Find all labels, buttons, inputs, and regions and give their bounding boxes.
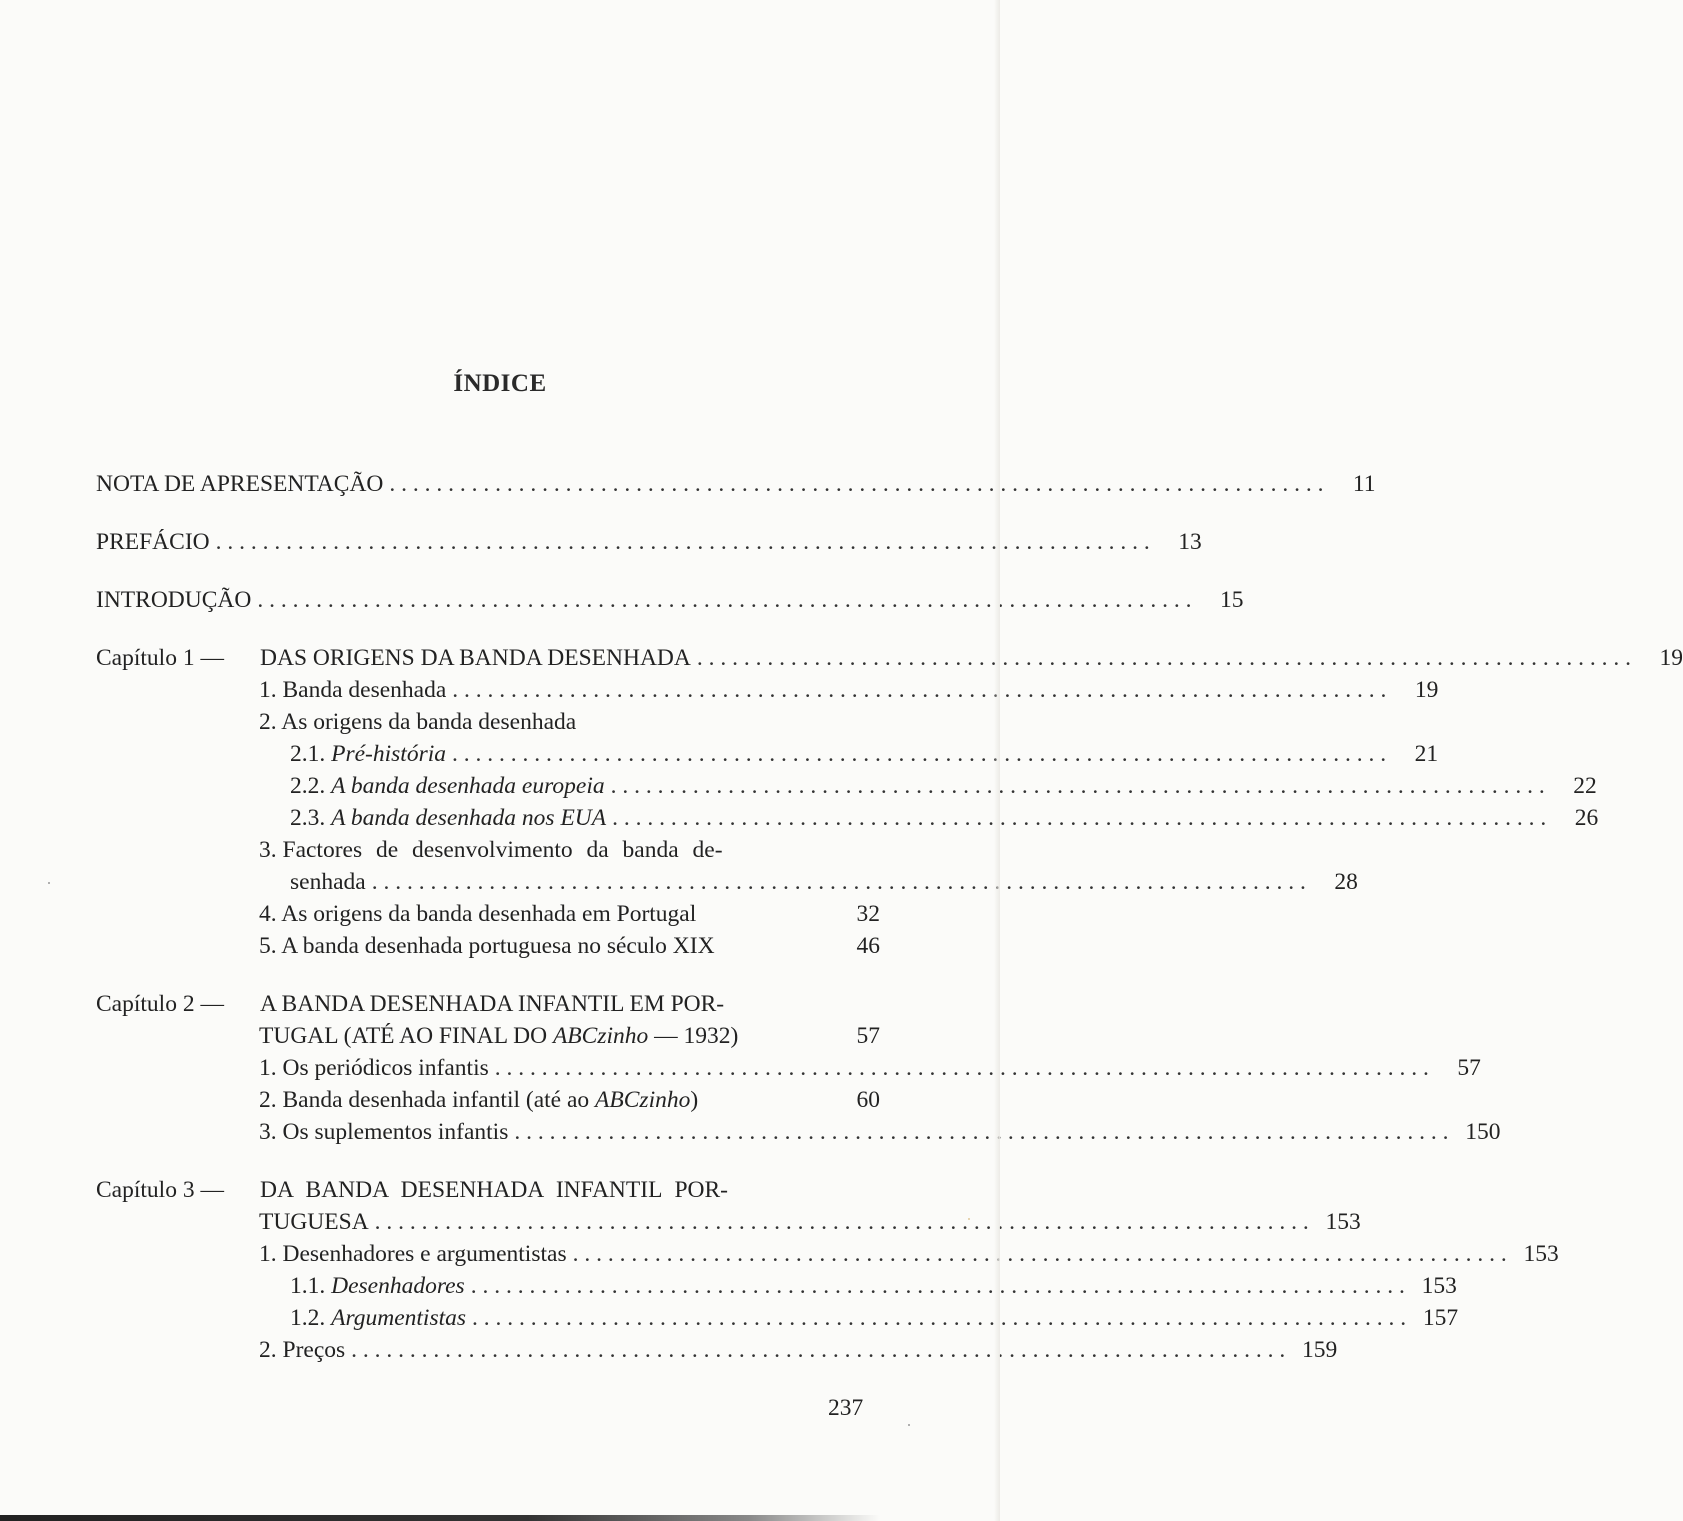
dot-leader — [375, 1206, 1309, 1238]
toc-page-number: 13 — [1178, 529, 1202, 555]
dot-leader — [611, 770, 1545, 802]
toc-page-number: 11 — [1352, 471, 1376, 497]
toc-label: As origens da banda desenhada em Portugal — [281, 901, 697, 927]
toc-chapter-3[interactable] — [96, 1174, 880, 1206]
toc-label: Factores de desenvolvimento da banda de- — [282, 837, 723, 863]
chapter-title: A BANDA DESENHADA INFANTIL EM POR- — [260, 991, 725, 1017]
paper-speck — [908, 1424, 910, 1426]
chapter-title: DA BANDA DESENHADA INFANTIL POR- — [260, 1177, 728, 1203]
paper-speck — [48, 882, 50, 884]
toc-label: Banda desenhada infantil (até ao — [282, 1087, 596, 1113]
toc-label-italic: ABCzinho — [595, 1087, 691, 1113]
dot-leader — [495, 1052, 1429, 1084]
entry-number: 1. — [259, 1241, 277, 1267]
toc-entry[interactable] — [96, 1238, 1559, 1270]
toc-page-number: 157 — [1422, 1305, 1459, 1331]
toc-label: Preços — [282, 1337, 346, 1363]
toc-label: Argumentistas — [331, 1305, 467, 1331]
toc-page-number: 57 — [856, 1023, 880, 1049]
toc-label: A banda desenhada europeia — [331, 773, 605, 799]
entry-number: 2. — [259, 1087, 277, 1113]
toc-label: As origens da banda desenhada — [281, 709, 577, 735]
chapter-prefix: Capítulo 3 — — [96, 1177, 224, 1203]
toc-chapter-3-continuation[interactable] — [96, 1206, 1361, 1238]
toc-page-number: 32 — [856, 901, 880, 927]
toc-page-number: 153 — [1325, 1209, 1361, 1235]
toc-page-number: 150 — [1465, 1119, 1501, 1145]
table-of-contents — [96, 468, 1683, 1366]
dot-leader — [216, 526, 1150, 558]
dot-leader — [573, 1238, 1507, 1270]
chapter-prefix: Capítulo 2 — — [96, 991, 224, 1017]
dot-leader — [514, 1116, 1448, 1148]
toc-entry[interactable] — [96, 802, 1599, 834]
toc-label: Os periódicos infantis — [282, 1055, 489, 1081]
toc-entry[interactable] — [96, 1270, 1457, 1302]
page-folio-number: 237 — [828, 1395, 864, 1421]
toc-entry[interactable] — [96, 1052, 1481, 1084]
entry-number: 2.3. — [290, 805, 326, 831]
toc-entry[interactable] — [96, 1334, 1338, 1366]
toc-page-number: 19 — [1414, 677, 1439, 703]
toc-label: A banda desenhada portuguesa no século XIX — [281, 933, 715, 959]
toc-entry[interactable] — [96, 1302, 1459, 1334]
entry-number: 1. — [259, 1055, 277, 1081]
toc-label: Pré-história — [331, 741, 447, 767]
toc-page-number: 15 — [1219, 587, 1244, 613]
entry-number: 2.2. — [290, 773, 326, 799]
toc-entry[interactable] — [96, 674, 1439, 706]
page-edge-shadow — [0, 1515, 880, 1521]
dot-leader — [612, 802, 1546, 834]
toc-entry[interactable] — [96, 770, 1597, 802]
toc-entry[interactable] — [96, 898, 880, 930]
page-edge — [994, 0, 1000, 1521]
toc-page-number: 159 — [1302, 1337, 1338, 1363]
dot-leader — [452, 738, 1386, 770]
toc-entry-continuation[interactable] — [96, 866, 1358, 898]
chapter-title: DAS ORIGENS DA BANDA DESENHADA — [260, 645, 691, 671]
toc-label: Desenhadores — [331, 1273, 465, 1299]
toc-label: PREFÁCIO — [96, 529, 210, 555]
entry-number: 3. — [259, 1119, 277, 1145]
entry-number: 1.1. — [290, 1273, 326, 1299]
entry-number: 4. — [259, 901, 277, 927]
toc-entry[interactable] — [96, 834, 880, 866]
toc-page-number: 28 — [1334, 869, 1358, 895]
toc-entry-introducao[interactable] — [96, 584, 1244, 616]
toc-entry[interactable] — [96, 1116, 1501, 1148]
entry-number: 1. — [259, 677, 277, 703]
chapter-title: — 1932) — [648, 1023, 739, 1049]
toc-entry[interactable] — [96, 738, 1439, 770]
dot-leader — [452, 674, 1386, 706]
chapter-title: TUGAL (ATÉ AO FINAL DO — [259, 1023, 553, 1049]
toc-page-number: 57 — [1457, 1055, 1481, 1081]
toc-entry[interactable] — [96, 1084, 880, 1116]
toc-entry-nota[interactable] — [96, 468, 1376, 500]
toc-page-number: 153 — [1421, 1273, 1457, 1299]
dot-leader — [471, 1270, 1405, 1302]
entry-number: 2. — [259, 1337, 277, 1363]
toc-chapter-2-continuation[interactable] — [96, 1020, 880, 1052]
toc-page-number: 60 — [856, 1087, 880, 1113]
toc-chapter-2[interactable] — [96, 988, 880, 1020]
toc-page-number: 22 — [1573, 773, 1597, 799]
chapter-title-italic: ABCzinho — [552, 1023, 649, 1049]
toc-label: Desenhadores e argumentistas — [282, 1241, 567, 1267]
toc-page-number: 21 — [1414, 741, 1439, 767]
dot-leader — [257, 584, 1191, 616]
entry-number: 1.2. — [290, 1305, 326, 1331]
chapter-title: TUGUESA — [259, 1209, 369, 1235]
toc-page-number: 19 — [1659, 645, 1683, 671]
entry-number: 3. — [259, 837, 277, 863]
dot-leader — [389, 468, 1323, 500]
dot-leader — [697, 642, 1631, 674]
entry-number: 5. — [259, 933, 277, 959]
page-title: ÍNDICE — [453, 370, 547, 397]
dot-leader — [372, 866, 1306, 898]
toc-label: A banda desenhada nos EUA — [331, 805, 607, 831]
toc-label: NOTA DE APRESENTAÇÃO — [96, 471, 384, 497]
toc-entry-prefacio[interactable] — [96, 526, 1202, 558]
entry-number: 2.1. — [290, 741, 326, 767]
chapter-prefix: Capítulo 1 — — [96, 645, 224, 671]
toc-page-number: 153 — [1523, 1241, 1559, 1267]
toc-label: Banda desenhada — [282, 677, 447, 703]
toc-label: senhada — [290, 869, 366, 895]
toc-entry[interactable] — [96, 930, 880, 962]
toc-page-number: 46 — [856, 933, 880, 959]
dot-leader — [351, 1334, 1285, 1366]
entry-number: 2. — [259, 709, 277, 735]
dot-leader — [472, 1302, 1406, 1334]
toc-chapter-1[interactable] — [96, 642, 1683, 674]
toc-label: ) — [690, 1087, 699, 1113]
toc-label: Os suplementos infantis — [282, 1119, 509, 1145]
toc-entry[interactable] — [96, 706, 880, 738]
toc-page-number: 26 — [1574, 805, 1599, 831]
paper-speck — [968, 1218, 970, 1220]
toc-label: INTRODUÇÃO — [96, 587, 252, 613]
